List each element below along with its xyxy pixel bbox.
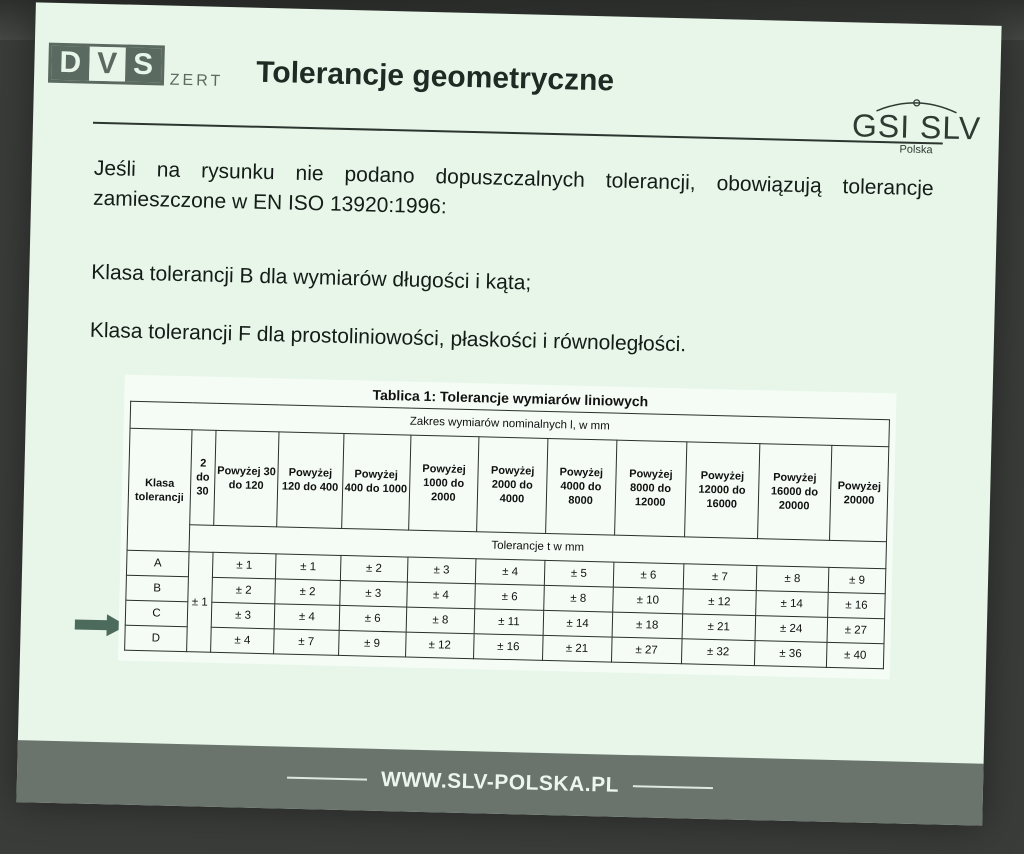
column-header: Powyżej 8000 do 12000 <box>614 440 687 537</box>
tolerance-cell: ± 2 <box>212 577 276 604</box>
tolerance-cell: ± 10 <box>612 587 683 614</box>
tolerance-cell: ± 36 <box>754 641 827 668</box>
tolerance-cell: ± 4 <box>211 627 275 654</box>
tolerance-cell: ± 21 <box>542 635 611 662</box>
class-cell: C <box>125 600 188 627</box>
tolerance-cell: ± 3 <box>340 580 407 607</box>
class-cell: D <box>125 625 188 652</box>
tolerance-cell: ± 7 <box>683 564 756 591</box>
tolerance-cell: ± 6 <box>339 605 406 632</box>
tolerance-cell: ± 40 <box>826 642 884 668</box>
column-header: Powyżej 400 do 1000 <box>341 433 410 530</box>
tolerance-cell: ± 24 <box>755 616 828 643</box>
tolerance-cell: ± 8 <box>544 585 613 612</box>
presentation-slide <box>16 2 1001 825</box>
tolerance-cell: ± 18 <box>612 612 683 639</box>
tolerance-cell: ± 8 <box>756 566 829 593</box>
tolerance-cell: ± 1 <box>212 552 276 579</box>
column-header: Powyżej 2000 do 4000 <box>477 437 548 534</box>
tolerance-cell: ± 2 <box>340 555 407 582</box>
tolerance-cell: ± 1 <box>275 554 340 581</box>
title-divider <box>93 122 943 145</box>
tolerance-cell: ± 4 <box>406 582 475 609</box>
footer-url: WWW.SLV-POLSKA.PL <box>380 767 620 797</box>
tolerance-cell: ± 14 <box>755 591 828 618</box>
column-header: Powyżej 12000 do 16000 <box>685 442 760 539</box>
column-header: 2 do 30 <box>190 430 216 526</box>
paragraph-class-f: Klasa tolerancji F dla prostoliniowości, płaskości i równoległości. <box>89 318 687 357</box>
zert-label: ZERT <box>169 71 224 90</box>
gsi-polska-text: Polska <box>899 143 933 157</box>
dvs-zert-logo <box>48 43 224 90</box>
gsi-slv-text: GSI SLV <box>851 107 982 147</box>
tolerance-cell: ± 16 <box>828 592 886 618</box>
first-range-cell: ± 1 <box>187 552 213 653</box>
column-header: Powyżej 30 do 120 <box>214 430 279 527</box>
tolerance-cell: ± 9 <box>828 567 886 593</box>
footer-line-left <box>287 777 367 781</box>
paragraph-intro: Jeśli na rysunku nie podano dopuszczalnych tolerancji, obowiązują tolerancje zamieszczone w EN ISO 13920:1996: <box>92 156 934 219</box>
column-header: Powyżej 1000 do 2000 <box>408 435 479 532</box>
tolerance-cell: ± 27 <box>827 617 885 643</box>
dvs-letter-d: D <box>51 46 89 81</box>
class-cell: B <box>126 575 189 602</box>
slide-title: Tolerancje geometryczne <box>255 55 615 98</box>
class-header: Klasa tolerancji <box>127 428 192 551</box>
tolerance-cell: ± 14 <box>543 610 612 637</box>
tolerance-table <box>124 401 890 669</box>
dvs-letter-v: V <box>89 47 126 82</box>
column-header: Powyżej 20000 <box>830 445 889 541</box>
slide-footer <box>16 740 983 826</box>
tolerance-cell: ± 8 <box>406 607 475 634</box>
range-header: Zakres wymiarów nominalnych l, w mm <box>130 401 889 447</box>
tolerance-cell: ± 2 <box>275 579 340 606</box>
tolerance-cell: ± 21 <box>682 614 755 641</box>
tolerance-cell: ± 4 <box>274 604 339 631</box>
column-header: Powyżej 16000 do 20000 <box>757 444 832 541</box>
tolerance-cell: ± 6 <box>613 562 684 589</box>
table-caption: Tablica 1: Tolerancje wymiarów liniowych <box>372 386 649 410</box>
tolerance-cell: ± 9 <box>338 630 405 657</box>
tolerance-cell: ± 5 <box>544 560 613 587</box>
tolerance-cell: ± 27 <box>611 637 682 664</box>
gsi-slv-logo <box>851 96 982 157</box>
tolerance-cell: ± 7 <box>274 629 339 656</box>
column-header: Powyżej 4000 do 8000 <box>545 438 616 535</box>
dvs-letter-s: S <box>125 48 162 83</box>
tolerance-cell: ± 12 <box>405 632 474 659</box>
tolerance-cell: ± 3 <box>211 602 275 629</box>
tolerance-cell: ± 3 <box>407 557 476 584</box>
tolerance-cell: ± 6 <box>475 584 544 611</box>
tolerance-table-container <box>118 375 897 680</box>
tolerance-cell: ± 11 <box>474 609 543 636</box>
class-cell: A <box>126 550 189 577</box>
tolerance-cell: ± 32 <box>682 639 755 666</box>
tolerance-header: Tolerancje t w mm <box>189 525 886 569</box>
tolerance-cell: ± 16 <box>474 634 543 661</box>
tolerance-cell: ± 12 <box>683 589 756 616</box>
column-header: Powyżej 120 do 400 <box>277 432 344 529</box>
tolerance-cell: ± 4 <box>476 559 545 586</box>
paragraph-class-b: Klasa tolerancji B dla wymiarów długości i kąta; <box>91 260 532 295</box>
footer-line-right <box>633 785 713 789</box>
